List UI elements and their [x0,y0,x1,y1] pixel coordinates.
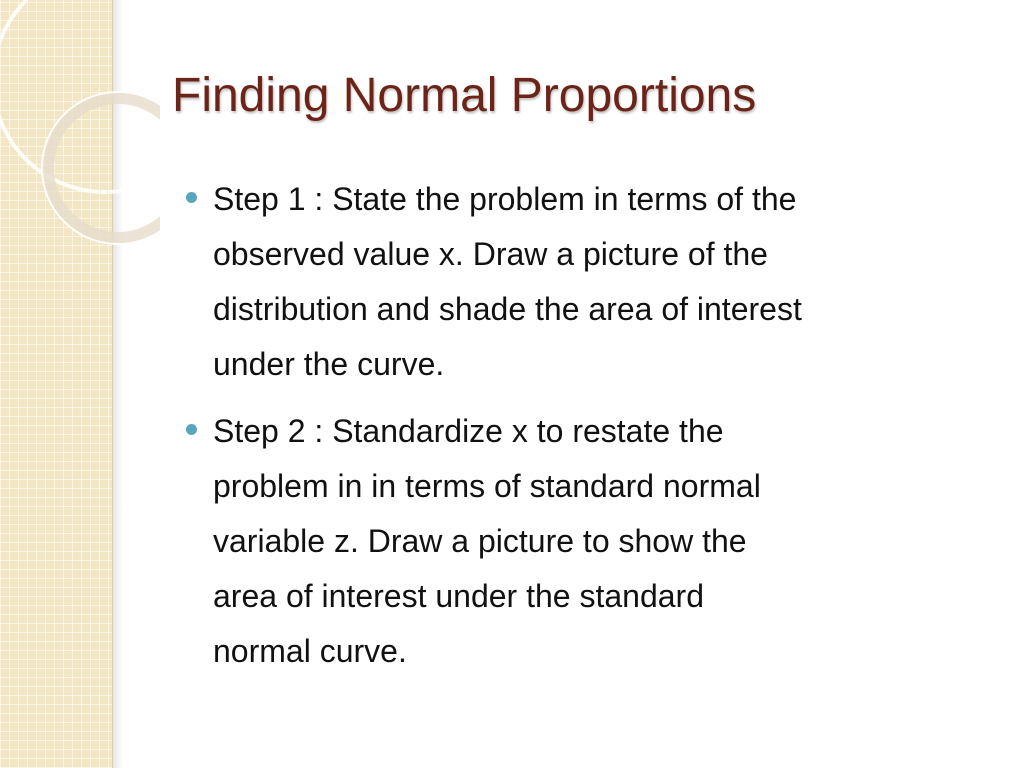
bullet-dot-icon [186,192,197,203]
decorative-ring-lower-highlight [42,92,160,244]
bullet-text: Step 1 : State the problem in terms of the observed value x. Draw a picture of the distribution and shade the area of interest under the curve. [213,181,802,382]
slide-title: Finding Normal Proportions [172,69,757,122]
decorative-ring-lower [48,98,160,238]
bullet-step-1 [186,172,996,392]
bullet-dot-icon [186,424,197,435]
bullet-list [186,172,996,691]
decorative-rings [0,0,160,260]
bullet-step-2 [186,404,996,679]
bullet-text: Step 2 : Standardize x to restate the problem in in terms of standard normal variable z. Draw a picture to show the area of interest under the standard normal curve. [213,413,761,669]
